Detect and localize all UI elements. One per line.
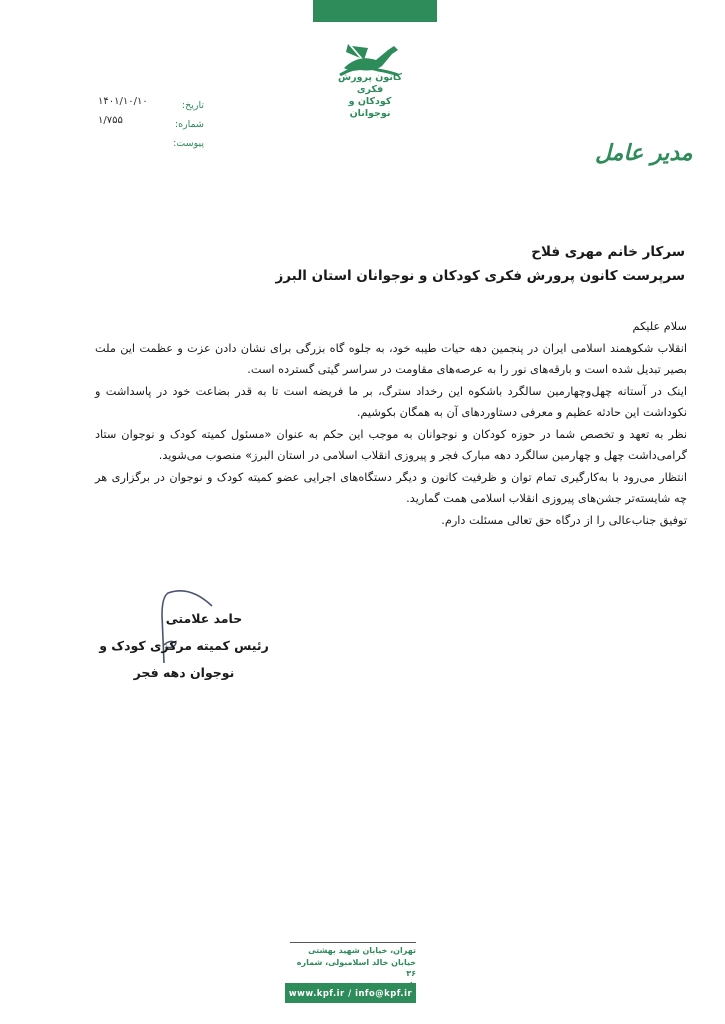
signature-block	[96, 605, 272, 686]
header-green-bar	[313, 0, 437, 22]
footer-divider	[290, 942, 416, 943]
attachment-row	[94, 138, 204, 157]
organization-logo	[332, 42, 408, 119]
address-line-1: تهران، خیابان شهید بهشتی	[308, 946, 416, 955]
greeting: سلام علیکم	[632, 320, 687, 333]
recipient-block	[276, 240, 685, 288]
closing-line: توفیق جناب‌عالی را از درگاه حق تعالی مسئلت دارم.	[441, 513, 687, 527]
number-value: ۱/۷۵۵	[98, 115, 123, 126]
recipient-position: سرپرست کانون پرورش فکری کودکان و نوجوانان استان البرز	[275, 268, 685, 284]
body-paragraph-2: اینک در آستانه چهل‌وچهارمین سالگرد باشکوه این رخداد سترگ، بر ما فریضه است تا به قدر بضاعت خود در پاسداشت و نکوداشت این حادثه عظیم و معرفی دستاوردهای آن به همگان بکوشیم.	[95, 384, 687, 419]
kpf-bird-logo-icon	[338, 42, 402, 76]
recipient-name: سرکار خانم مهری فلاح	[531, 244, 685, 260]
number-row	[94, 115, 204, 138]
body-paragraph-3: نظر به تعهد و تخصص شما در حوزه کودکان و نوجوانان به موجب این حکم به عنوان «مسئول کمیته کودک و نوجوان ستاد گرامی‌داشت چهل و چهارمین سالگرد دهه مبارک فجر و پیروزی انقلاب اسلامی در استان البرز» منصوب می‌شوید.	[95, 427, 687, 462]
letter-meta	[94, 96, 204, 157]
footer-website-link[interactable]: www.kpf.ir / info@kpf.ir	[285, 983, 416, 1003]
date-value: ۱۴۰۱/۱۰/۱۰	[98, 96, 148, 107]
office-title: مدیر عامل	[595, 140, 693, 166]
address-line-2: خیابان خالد اسلامبولی، شماره ۳۶	[296, 957, 416, 978]
date-label: تاریخ:	[181, 100, 204, 111]
logo-text-line2: کودکان و نوجوانان	[348, 96, 392, 119]
signer-name: حامد علامتی	[165, 611, 243, 626]
letter-body	[95, 316, 687, 531]
body-paragraph-1: انقلاب شکوهمند اسلامی ایران در پنجمین دهه حیات طیبه خود، به جلوه گاه بزرگی برای نشان دادن عزت و عظمت این ملت بصیر تبدیل شده است و بارقه‌های نور را به عرصه‌های مقاومت در سراسر گیتی گسترده است.	[95, 341, 687, 376]
body-paragraph-4: انتظار می‌رود با به‌کارگیری تمام توان و ظرفیت کانون و دیگر دستگاه‌های اجرایی عضو کمیته کودک و نوجوان در برگزاری هر چه شایسته‌تر جشن‌های پیروزی انقلاب اسلامی همت گمارید.	[95, 470, 687, 505]
attachment-label: پیوست:	[173, 138, 204, 149]
logo-text-line1: کانون پرورش فکری	[338, 72, 402, 95]
number-label: شماره:	[174, 119, 204, 130]
signer-title: رئیس کمیته مرکزی کودک و نوجوان دهه فجر	[99, 638, 269, 680]
